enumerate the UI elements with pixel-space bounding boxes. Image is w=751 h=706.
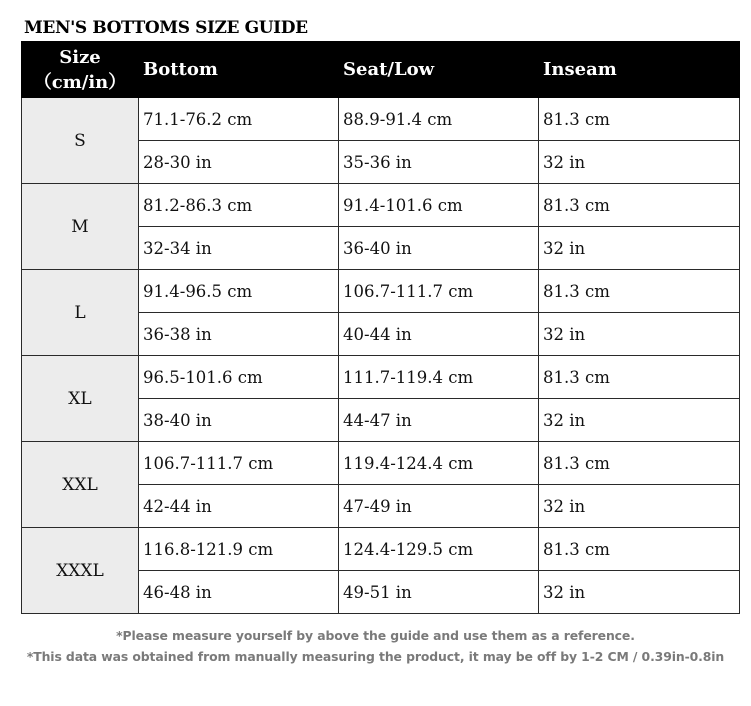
size-label: XXL	[22, 442, 139, 528]
bottom-column-header: Bottom	[139, 42, 339, 98]
bottom-cm-cell: 106.7-111.7 cm	[139, 442, 339, 485]
bottom-in-cell: 32-34 in	[139, 227, 339, 270]
size-header-unit: （cm/in）	[33, 71, 127, 93]
table-row	[22, 270, 740, 313]
table-row	[22, 442, 740, 485]
size-column-header	[22, 42, 139, 98]
bottom-in-cell: 28-30 in	[139, 141, 339, 184]
inseam-cm-cell: 81.3 cm	[539, 270, 740, 313]
inseam-cm-cell: 81.3 cm	[539, 442, 740, 485]
inseam-in-cell: 32 in	[539, 571, 740, 614]
bottom-cm-cell: 91.4-96.5 cm	[139, 270, 339, 313]
measurement-note: *Please measure yourself by above the guide and use them as a reference.	[116, 628, 635, 643]
seat-in-cell: 44-47 in	[339, 399, 539, 442]
inseam-cm-cell: 81.3 cm	[539, 98, 740, 141]
seat-in-cell: 36-40 in	[339, 227, 539, 270]
seat-cm-cell: 91.4-101.6 cm	[339, 184, 539, 227]
inseam-cm-cell: 81.3 cm	[539, 356, 740, 399]
seat-column-header: Seat/Low	[339, 42, 539, 98]
bottom-in-cell: 46-48 in	[139, 571, 339, 614]
bottom-in-cell: 38-40 in	[139, 399, 339, 442]
inseam-in-cell: 32 in	[539, 227, 740, 270]
size-label: L	[22, 270, 139, 356]
bottom-in-cell: 42-44 in	[139, 485, 339, 528]
inseam-in-cell: 32 in	[539, 485, 740, 528]
seat-cm-cell: 88.9-91.4 cm	[339, 98, 539, 141]
page-title: MEN'S BOTTOMS SIZE GUIDE	[24, 18, 308, 38]
inseam-in-cell: 32 in	[539, 399, 740, 442]
seat-in-cell: 47-49 in	[339, 485, 539, 528]
seat-cm-cell: 111.7-119.4 cm	[339, 356, 539, 399]
size-label: S	[22, 98, 139, 184]
seat-cm-cell: 119.4-124.4 cm	[339, 442, 539, 485]
table-header-row	[22, 42, 740, 98]
seat-cm-cell: 106.7-111.7 cm	[339, 270, 539, 313]
inseam-in-cell: 32 in	[539, 141, 740, 184]
seat-in-cell: 35-36 in	[339, 141, 539, 184]
bottom-cm-cell: 81.2-86.3 cm	[139, 184, 339, 227]
bottom-cm-cell: 96.5-101.6 cm	[139, 356, 339, 399]
bottom-in-cell: 36-38 in	[139, 313, 339, 356]
accuracy-note: *This data was obtained from manually measuring the product, it may be off by 1-2 CM / 0.39in-0.8in	[26, 649, 725, 664]
size-label: XXXL	[22, 528, 139, 614]
bottom-cm-cell: 116.8-121.9 cm	[139, 528, 339, 571]
seat-in-cell: 49-51 in	[339, 571, 539, 614]
table-row	[22, 98, 740, 141]
size-table	[21, 41, 740, 614]
table-row	[22, 184, 740, 227]
inseam-cm-cell: 81.3 cm	[539, 184, 740, 227]
seat-cm-cell: 124.4-129.5 cm	[339, 528, 539, 571]
size-header-label: Size	[59, 46, 101, 68]
seat-in-cell: 40-44 in	[339, 313, 539, 356]
size-label: XL	[22, 356, 139, 442]
size-label: M	[22, 184, 139, 270]
inseam-column-header: Inseam	[539, 42, 740, 98]
table-row	[22, 528, 740, 571]
inseam-in-cell: 32 in	[539, 313, 740, 356]
bottom-cm-cell: 71.1-76.2 cm	[139, 98, 339, 141]
inseam-cm-cell: 81.3 cm	[539, 528, 740, 571]
table-row	[22, 356, 740, 399]
